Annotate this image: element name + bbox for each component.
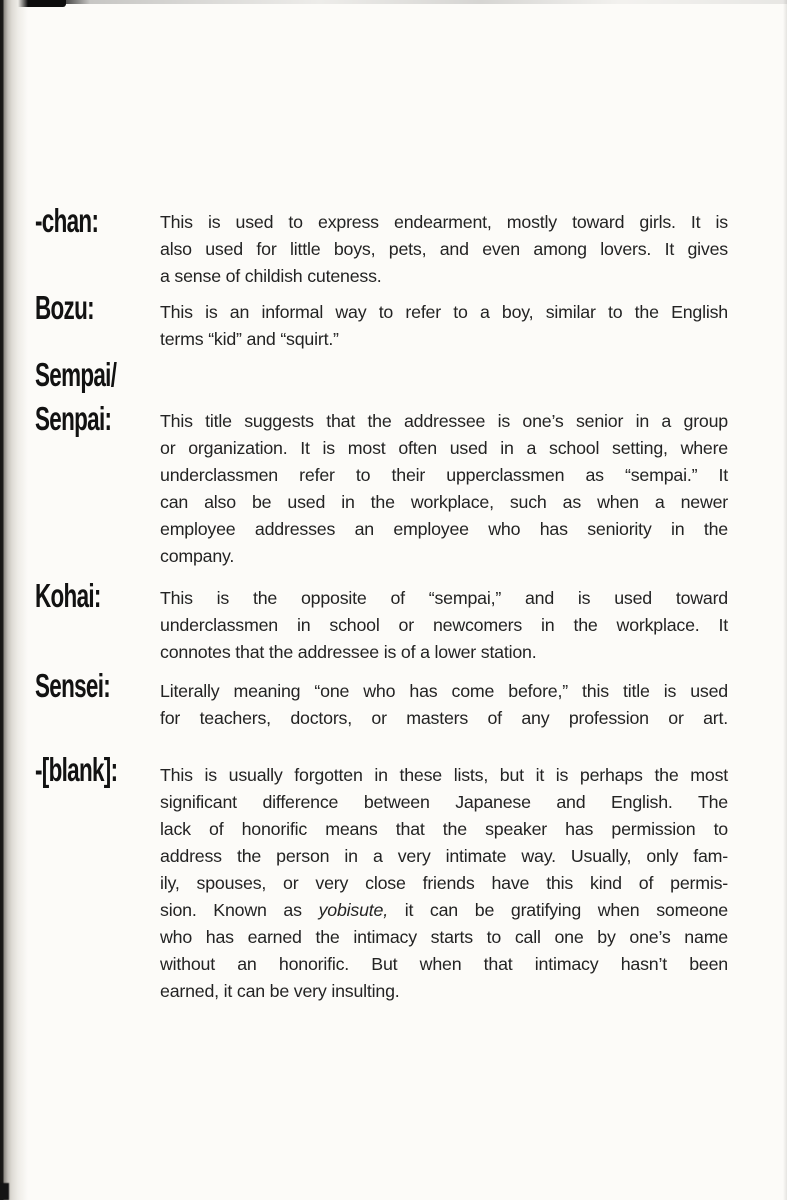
term-label-sensei: Sensei: bbox=[35, 667, 111, 704]
definition-line: underclassmen refer to their upperclassmen as “sempai.” It bbox=[160, 465, 728, 485]
honorific-entry-sempai-senpai bbox=[35, 353, 728, 570]
definition-line: also used for little boys, pets, and even among lovers. It gives bbox=[160, 239, 728, 259]
page-bottom-left-edge-blob bbox=[0, 1183, 9, 1200]
definition-line-post: it can be gratifying when someone bbox=[387, 900, 728, 920]
honorific-entry-chan bbox=[35, 203, 728, 290]
term-label-blank: -[blank]: bbox=[35, 751, 118, 788]
honorific-entry-bozu bbox=[35, 290, 728, 353]
definition-text-kohai bbox=[160, 578, 728, 666]
definition-line: address the person in a very intimate way. Usually, only fam- bbox=[160, 846, 728, 866]
definition-line: This is used to express endearment, mostly toward girls. It is bbox=[160, 212, 728, 232]
term-label-senpai: Senpai: bbox=[35, 400, 112, 437]
definition-line: lack of honorific means that the speaker has permission to bbox=[160, 819, 728, 839]
definition-line: who has earned the intimacy starts to call one by one’s name bbox=[160, 927, 728, 947]
honorific-entry-kohai bbox=[35, 578, 728, 666]
term-label-bozu: Bozu: bbox=[35, 289, 94, 326]
definition-line: company. bbox=[160, 546, 235, 566]
definition-line: This is the opposite of “sempai,” and is used toward bbox=[160, 588, 728, 608]
definition-line: without an honorific. But when that intimacy hasn’t been bbox=[160, 954, 728, 974]
definition-text-sensei bbox=[160, 668, 728, 732]
definition-text-blank bbox=[160, 752, 728, 1005]
page-top-edge-artifact bbox=[0, 0, 787, 4]
definition-line: for teachers, doctors, or masters of any profession or art. bbox=[160, 708, 728, 728]
honorific-entry-sensei bbox=[35, 668, 728, 732]
definition-line-pre: sion. Known as bbox=[160, 900, 319, 920]
definition-text-chan bbox=[160, 203, 728, 290]
definition-line: underclassmen in school or newcomers in the workplace. It bbox=[160, 615, 728, 635]
definition-text-sempai bbox=[160, 353, 728, 570]
page-left-edge-shadow bbox=[0, 0, 28, 1200]
definition-text-bozu bbox=[160, 290, 728, 353]
definition-line: can also be used in the workplace, such as when a newer bbox=[160, 492, 728, 512]
definition-line: This is an informal way to refer to a boy, similar to the English bbox=[160, 302, 728, 322]
definition-line: terms “kid” and “squirt.” bbox=[160, 329, 339, 349]
page-top-left-edge-blob bbox=[0, 0, 66, 7]
definition-line: employee addresses an employee who has seniority in the bbox=[160, 519, 728, 539]
term-label-kohai: Kohai: bbox=[35, 577, 101, 614]
glossary-content bbox=[35, 203, 728, 1005]
page-right-edge-shadow bbox=[783, 0, 787, 1200]
honorific-entry-blank bbox=[35, 752, 728, 1005]
term-label-sempai: Sempai/ bbox=[35, 356, 117, 393]
definition-line: earned, it can be very insulting. bbox=[160, 981, 400, 1001]
definition-line bbox=[160, 897, 728, 924]
definition-line: This title suggests that the addressee is one’s senior in a group bbox=[160, 411, 728, 431]
italic-term-yobisute: yobisute, bbox=[318, 900, 388, 920]
definition-line: significant difference between Japanese and English. The bbox=[160, 792, 728, 812]
definition-line: Literally meaning “one who has come before,” this title is used bbox=[160, 681, 728, 701]
definition-line: connotes that the addressee is of a lower station. bbox=[160, 642, 537, 662]
term-label-chan: -chan: bbox=[35, 202, 99, 239]
definition-line: a sense of childish cuteness. bbox=[160, 266, 382, 286]
definition-line: This is usually forgotten in these lists, but it is perhaps the most bbox=[160, 765, 728, 785]
definition-line: or organization. It is most often used in a school setting, where bbox=[160, 438, 728, 458]
definition-line: ily, spouses, or very close friends have this kind of permis- bbox=[160, 873, 728, 893]
